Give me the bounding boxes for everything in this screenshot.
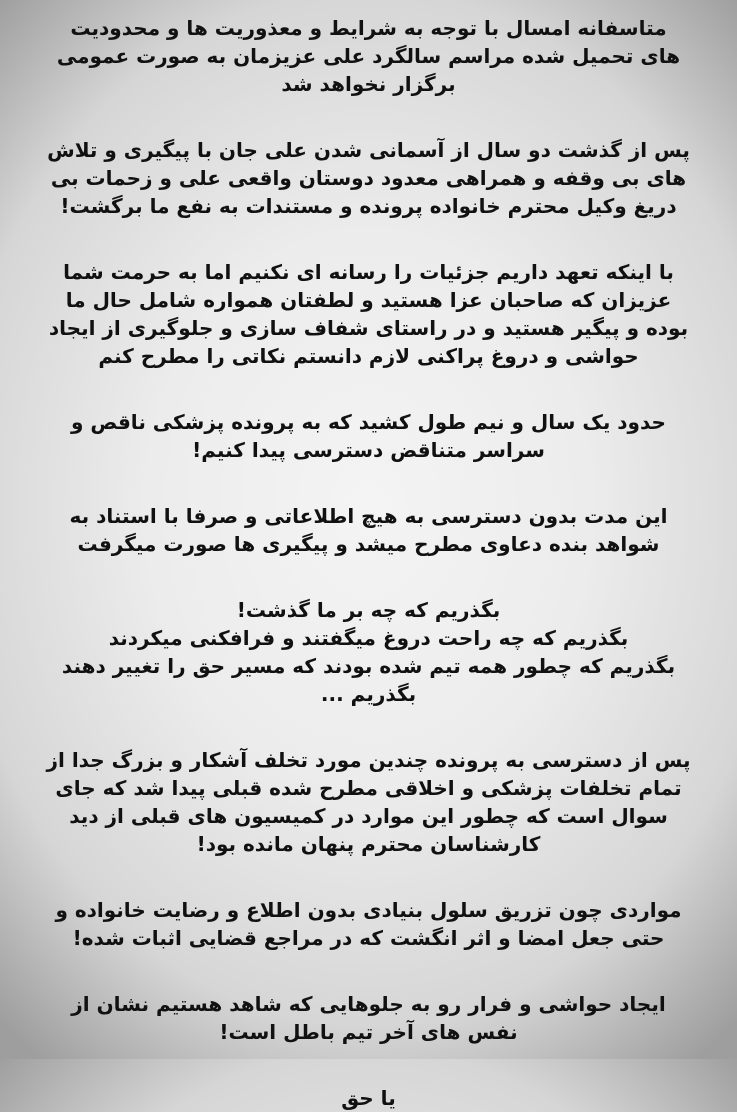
paragraph-no-information xyxy=(40,502,697,558)
paragraph-transparency xyxy=(40,258,697,370)
text-line: حتی جعل امضا و اثر انگشت که در مراجع قضایی اثبات شده! xyxy=(72,926,665,950)
text-line: حدود یک سال و نیم طول کشید که به پرونده پزشکی ناقص و xyxy=(71,410,666,434)
paragraph-final-breaths xyxy=(40,990,697,1046)
text-line: پس از گذشت دو سال از آسمانی شدن علی جان با پیگیری و تلاش xyxy=(47,138,690,162)
text-line: پس از دسترسی به پرونده چندین مورد تخلف آشکار و بزرگ جدا از xyxy=(46,748,691,772)
text-line: بوده و پیگیر هستید و در راستای شفاف سازی و جلوگیری از ایجاد xyxy=(48,316,689,340)
paragraph-case-returned xyxy=(40,136,697,220)
paragraph-medical-file-access xyxy=(40,408,697,464)
text-line: کارشناسان محترم پنهان مانده بود! xyxy=(196,832,541,856)
paragraph-let-it-pass xyxy=(40,596,697,708)
paragraph-violations-found xyxy=(40,746,697,858)
text-line: حواشی و دروغ پراکنی لازم دانستم نکاتی را مطرح کنم xyxy=(98,344,639,368)
text-line: بگذریم که چه بر ما گذشت! xyxy=(236,598,501,622)
text-line: مواردی چون تزریق سلول بنیادی بدون اطلاع و رضایت خانواده و xyxy=(55,898,682,922)
signoff-text: یا حق xyxy=(341,1086,396,1110)
text-line: سوال است که چطور این موارد در کمیسیون های قبلی از دید xyxy=(69,804,668,828)
text-line: با اینکه تعهد داریم جزئیات را رسانه ای نکنیم اما به حرمت شما xyxy=(63,260,674,284)
text-line: این مدت بدون دسترسی به هیچ اطلاعاتی و صرفا با استناد به xyxy=(69,504,668,528)
text-line: برگزار نخواهد شد xyxy=(281,72,456,96)
text-line: دریغ وکیل محترم خانواده پرونده و مستندات به نفع ما برگشت! xyxy=(60,194,677,218)
text-line: نفس های آخر تیم باطل است! xyxy=(219,1020,518,1044)
text-line: شواهد بنده دعاوی مطرح میشد و پیگیری ها صورت میگرفت xyxy=(77,532,660,556)
text-line: های تحمیل شده مراسم سالگرد علی عزیزمان به صورت عمومی xyxy=(56,44,681,68)
text-line: عزیزان که صاحبان عزا هستید و لطفتان همواره شامل حال ما xyxy=(65,288,672,312)
text-line: ایجاد حواشی و فرار رو به جلوهایی که شاهد هستیم نشان از xyxy=(71,992,666,1016)
text-line: سراسر متناقض دسترسی پیدا کنیم! xyxy=(192,438,545,462)
paragraph-ceremony-cancelled xyxy=(40,14,697,98)
text-line: تمام تخلفات پزشکی و اخلاقی مطرح شده قبلی پیدا شد که جای xyxy=(55,776,682,800)
text-line: بگذریم که چطور همه تیم شده بودند که مسیر حق را تغییر دهند xyxy=(61,654,676,678)
signoff xyxy=(40,1084,697,1112)
text-line: های بی وقفه و همراهی معدود دوستان واقعی علی و زحمات بی xyxy=(50,166,687,190)
text-line: متاسفانه امسال با توجه به شرایط و معذوریت ها و محدودیت xyxy=(70,16,667,40)
text-line: بگذریم که چه راحت دروغ میگفتند و فرافکنی میکردند xyxy=(108,626,629,650)
paragraph-stem-cell-forgery xyxy=(40,896,697,952)
text-line: بگذریم ... xyxy=(320,682,417,706)
